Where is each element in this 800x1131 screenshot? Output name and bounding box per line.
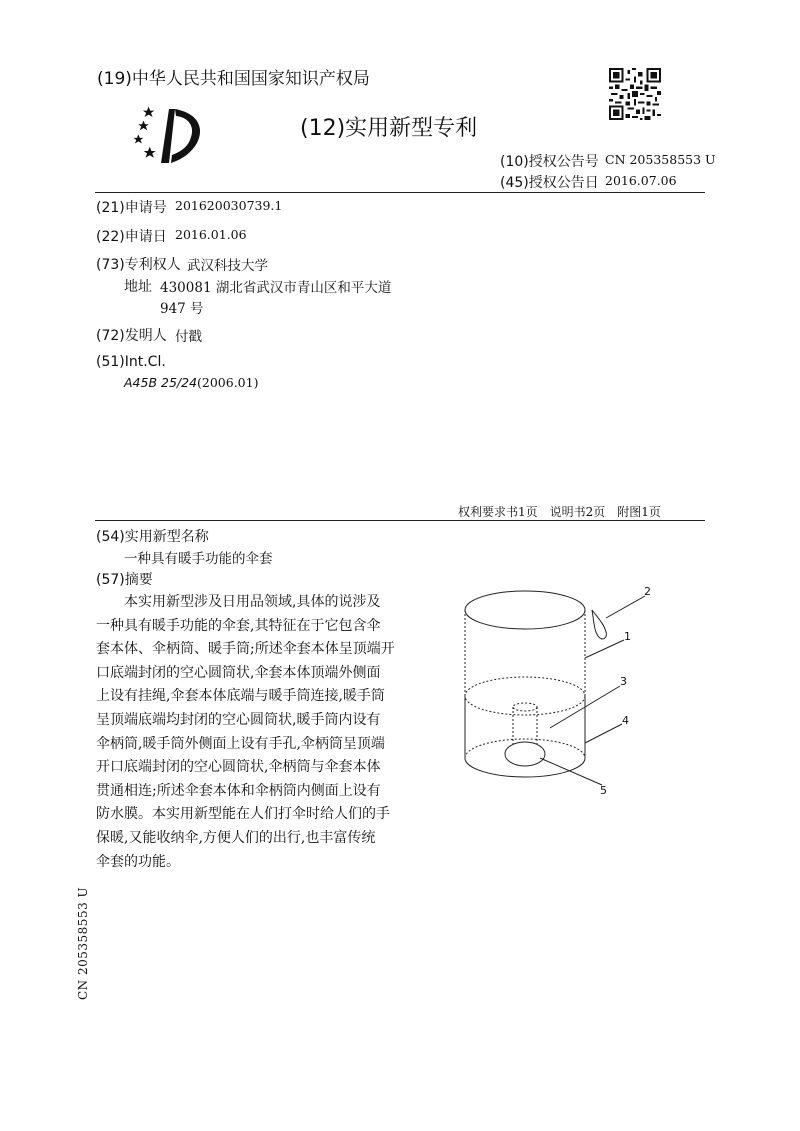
figure-label: 5 <box>600 784 607 797</box>
app-no: 201620030739.1 <box>175 198 283 213</box>
pub-date-label: (45)授权公告日 <box>500 175 599 191</box>
app-date: 2016.01.06 <box>175 227 247 242</box>
warmer-top <box>465 677 585 715</box>
abstract-line: 防水膜。本实用新型能在人们打伞时给人们的手 <box>96 806 390 823</box>
inventor: 付戳 <box>175 329 202 345</box>
abstract-text <box>96 591 400 874</box>
abstract-line: 本实用新型涉及日用品领域,具体的说涉及 <box>96 594 381 610</box>
abstract-line: 呈顶端底端均封闭的空心圆筒状,暖手筒内设有 <box>96 711 381 728</box>
intcl-year: (2006.01) <box>197 375 259 390</box>
abstract-line: 开口底端封闭的空心圆筒状,伞柄筒与伞套本体 <box>96 759 381 776</box>
pub-date: 2016.07.06 <box>605 173 677 188</box>
pub-no-label: (10)授权公告号 <box>500 154 599 170</box>
intcl-code: A45B 25/24 <box>124 375 198 390</box>
utility-model-title: 一种具有暖手功能的伞套 <box>124 551 273 567</box>
app-date-label: (22)申请日 <box>96 229 167 245</box>
qr-code-icon <box>609 68 661 120</box>
office-name: (19)中华人民共和国国家知识产权局 <box>97 69 370 89</box>
figure-label: 1 <box>624 630 631 643</box>
handle-tube-top <box>513 703 537 711</box>
patentee: 武汉科技大学 <box>187 258 268 274</box>
pub-no: CN 205358553 U <box>605 152 716 167</box>
figure-label: 2 <box>644 585 651 598</box>
address-line-2: 947 号 <box>160 301 204 317</box>
inventor-label: (72)发明人 <box>96 328 167 344</box>
umbrella-cover-drawing <box>440 578 670 808</box>
app-no-label: (21)申请号 <box>96 200 167 216</box>
hand-hole <box>505 742 545 766</box>
abstract-line: 口底端封闭的空心圆筒状,伞套本体顶端外侧面 <box>96 664 381 681</box>
abstract-line: 伞柄筒,暖手筒外侧面上设有手孔,伞柄筒呈顶端 <box>96 735 385 752</box>
intcl-label: (51)Int.Cl. <box>96 354 166 370</box>
title-label: (54)实用新型名称 <box>96 529 209 545</box>
address-line-1: 430081 湖北省武汉市青山区和平大道 <box>160 280 392 296</box>
abstract-line: 上设有挂绳,伞套本体底端与暖手筒连接,暖手筒 <box>96 688 385 705</box>
figure-label: 3 <box>620 675 627 688</box>
document-type: (12)实用新型专利 <box>300 116 478 141</box>
address-label: 地址 <box>124 279 152 295</box>
abstract-line: 套本体、伞柄筒、暖手筒;所述伞套本体呈顶端开 <box>96 641 395 658</box>
abstract-line: 伞套的功能。 <box>96 853 180 870</box>
hanging-rope <box>592 610 606 639</box>
abstract-line: 贯通相连;所述伞套本体和伞柄筒内侧面上设有 <box>96 782 381 799</box>
cover-top-rim <box>465 591 585 629</box>
section-rule <box>95 520 705 521</box>
side-pub-number: CN 205358553 U <box>76 886 90 1000</box>
cnipa-logo <box>131 103 211 167</box>
figure-label: 4 <box>622 714 629 727</box>
abstract-label: (57)摘要 <box>96 572 153 588</box>
pages-info: 权利要求书1页 说明书2页 附图1页 <box>458 505 661 519</box>
abstract-line: 一种具有暖手功能的伞套,其特征在于它包含伞 <box>96 617 381 634</box>
patentee-label: (73)专利权人 <box>96 257 181 273</box>
header-rule <box>95 192 705 193</box>
abstract-line: 保暖,又能收纳伞,方便人们的出行,也丰富传统 <box>96 829 376 846</box>
